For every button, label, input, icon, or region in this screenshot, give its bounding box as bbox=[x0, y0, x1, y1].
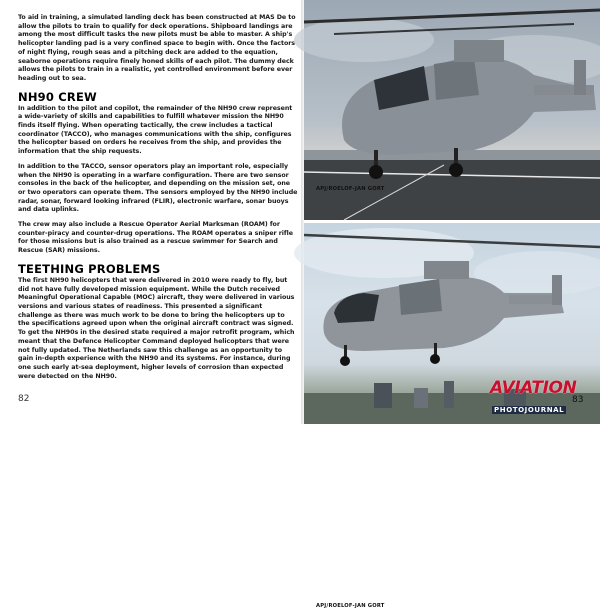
crew-paragraph-2: In addition to the TACCO, sensor operators play an important role, especially when the NH90 is operating in a warfare configuration. There are two sensor consoles in the back of the helicopter, and depending on the mission set, one or two operators can operate them. The sensors employed by the NH90 include radar, sonar, forward looking infrared (FLIR), electronic warfare, sonar buoys and data uplinks. bbox=[18, 162, 298, 214]
page-number-left: 82 bbox=[18, 394, 30, 404]
crew-paragraph-3: The crew may also include a Rescue Operator Aerial Marksman (ROAM) for counter-piracy and counter-drug operations. The ROAM operates a sniper rifle for those missions but is also trained as a rescue swimmer for Search and Rescue (SAR) missions. bbox=[18, 221, 293, 255]
logo-sub-text: PHOTOJOURNAL bbox=[494, 406, 565, 414]
heading-teething-problems: TEETHING PROBLEMS bbox=[18, 261, 161, 276]
left-page bbox=[0, 0, 304, 424]
logo-main-text: AVIATION bbox=[490, 378, 577, 398]
article-text bbox=[18, 14, 298, 387]
photo-helicopter-on-deck bbox=[304, 0, 600, 220]
page-number-right: 83 bbox=[572, 395, 584, 405]
photo-credit-bottom: APJ/ROELOF-JAN GORT bbox=[316, 603, 385, 609]
right-page bbox=[304, 0, 600, 609]
heading-nh90-crew: NH90 CREW bbox=[18, 89, 97, 104]
crew-paragraph-1: In addition to the pilot and copilot, the remainder of the NH90 crew represent a wide-variety of skills and capabilities to fulfill whatever mission the NH90 finds itself flying. When operating tactically, the crew includes a tactical coordinator (TACCO), who manages communications with the ship, configures the helicopter based on orders he receives from the ship, and provides the information that the ship requests. bbox=[18, 104, 293, 156]
intro-paragraph: To aid in training, a simulated landing deck has been constructed at MAS De to allow the pilots to train to qualify for deck operations. Shipboard landings are among the most difficult tasks the new pilots must be able to master. A ship's helicopter landing pad is a very confined space to begin with. Once the factors of night flying, rough seas and a pitching deck are added to the equation, seaborne operations require finely honed skills of each pilot. The dummy deck allows the pilots to train in a realistic, yet controlled environment before ever heading out to sea. bbox=[18, 14, 296, 82]
photo-credit-top: APJ/ROELOF-JAN GORT bbox=[316, 186, 385, 192]
teething-paragraph: The first NH90 helicopters that were delivered in 2010 were ready to fly, but did not have fully developed mission equipment. While the Dutch received Meaningful Operational Capable (MOC) aircraft, they were delivered in various versions and various states of readiness. This presented a significant challenge as there was much work to be done to bring the helicopters up to the specifications agreed upon when the original aircraft contract was signed. To get the NH90s in the desired state required a major retrofit program, which meant that the Defence Helicopter Command deployed helicopters that were not fully updated. The Netherlands saw this challenge as an opportunity to gain in-depth experience with the NH90 and its systems. For instance, during one such early at-sea deployment, higher levels of corrosion than expected were detected on the NH90. bbox=[18, 276, 295, 380]
